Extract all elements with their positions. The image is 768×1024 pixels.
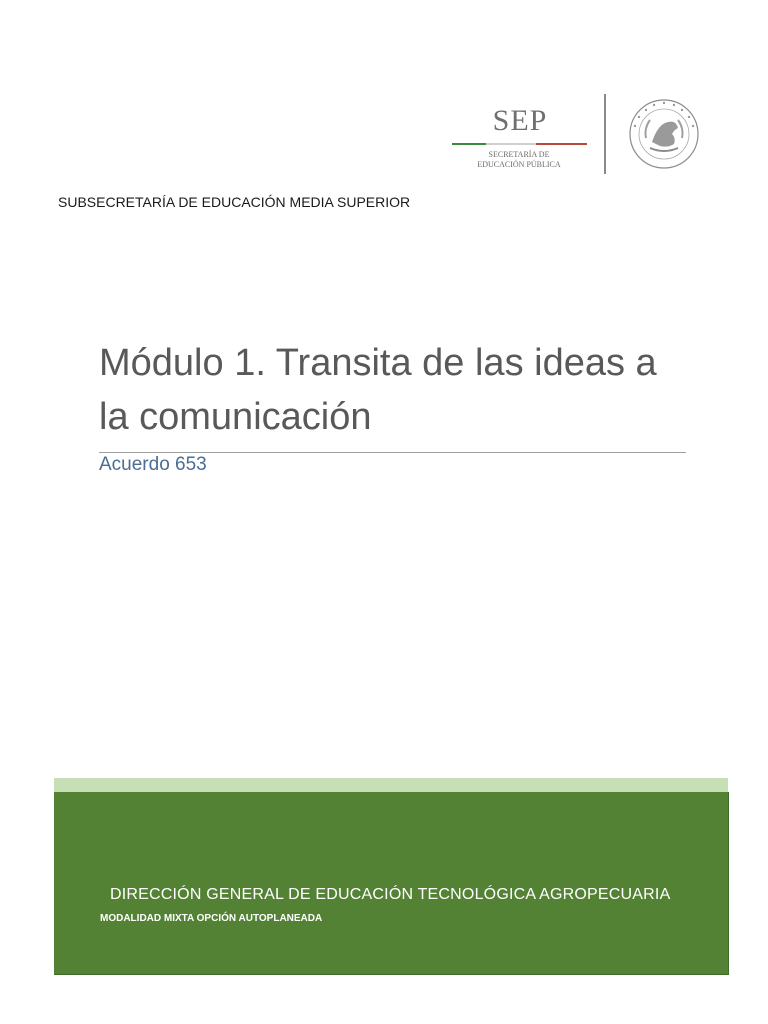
tricolor-stripe bbox=[452, 143, 587, 145]
sep-acronym: SEP bbox=[492, 104, 548, 137]
module-title bbox=[99, 336, 699, 444]
footer-accent-band bbox=[54, 778, 728, 792]
subsecretaria-heading: SUBSECRETARÍA DE EDUCACIÓN MEDIA SUPERIOR bbox=[58, 194, 411, 210]
sep-subtitle-line2: EDUCACIÓN PÚBLICA bbox=[477, 160, 561, 169]
direccion-general-text: DIRECCIÓN GENERAL DE EDUCACIÓN TECNOLÓGICA AGROPECUARIA bbox=[110, 886, 671, 903]
sep-logo bbox=[452, 90, 702, 180]
logo-divider bbox=[604, 94, 606, 174]
module-title-line1: Módulo 1. Transita de las ideas a bbox=[99, 342, 657, 384]
acuerdo-subtitle: Acuerdo 653 bbox=[99, 454, 207, 475]
sep-subtitle-line1: SECRETARÍA DE bbox=[488, 150, 550, 159]
title-divider bbox=[99, 452, 686, 453]
sep-subtitle bbox=[476, 150, 562, 170]
footer-band bbox=[54, 792, 729, 975]
module-title-line2: la comunicación bbox=[99, 396, 372, 438]
national-seal-icon bbox=[628, 98, 700, 170]
modalidad-text: MODALIDAD MIXTA OPCIÓN AUTOPLANEADA bbox=[100, 913, 323, 924]
